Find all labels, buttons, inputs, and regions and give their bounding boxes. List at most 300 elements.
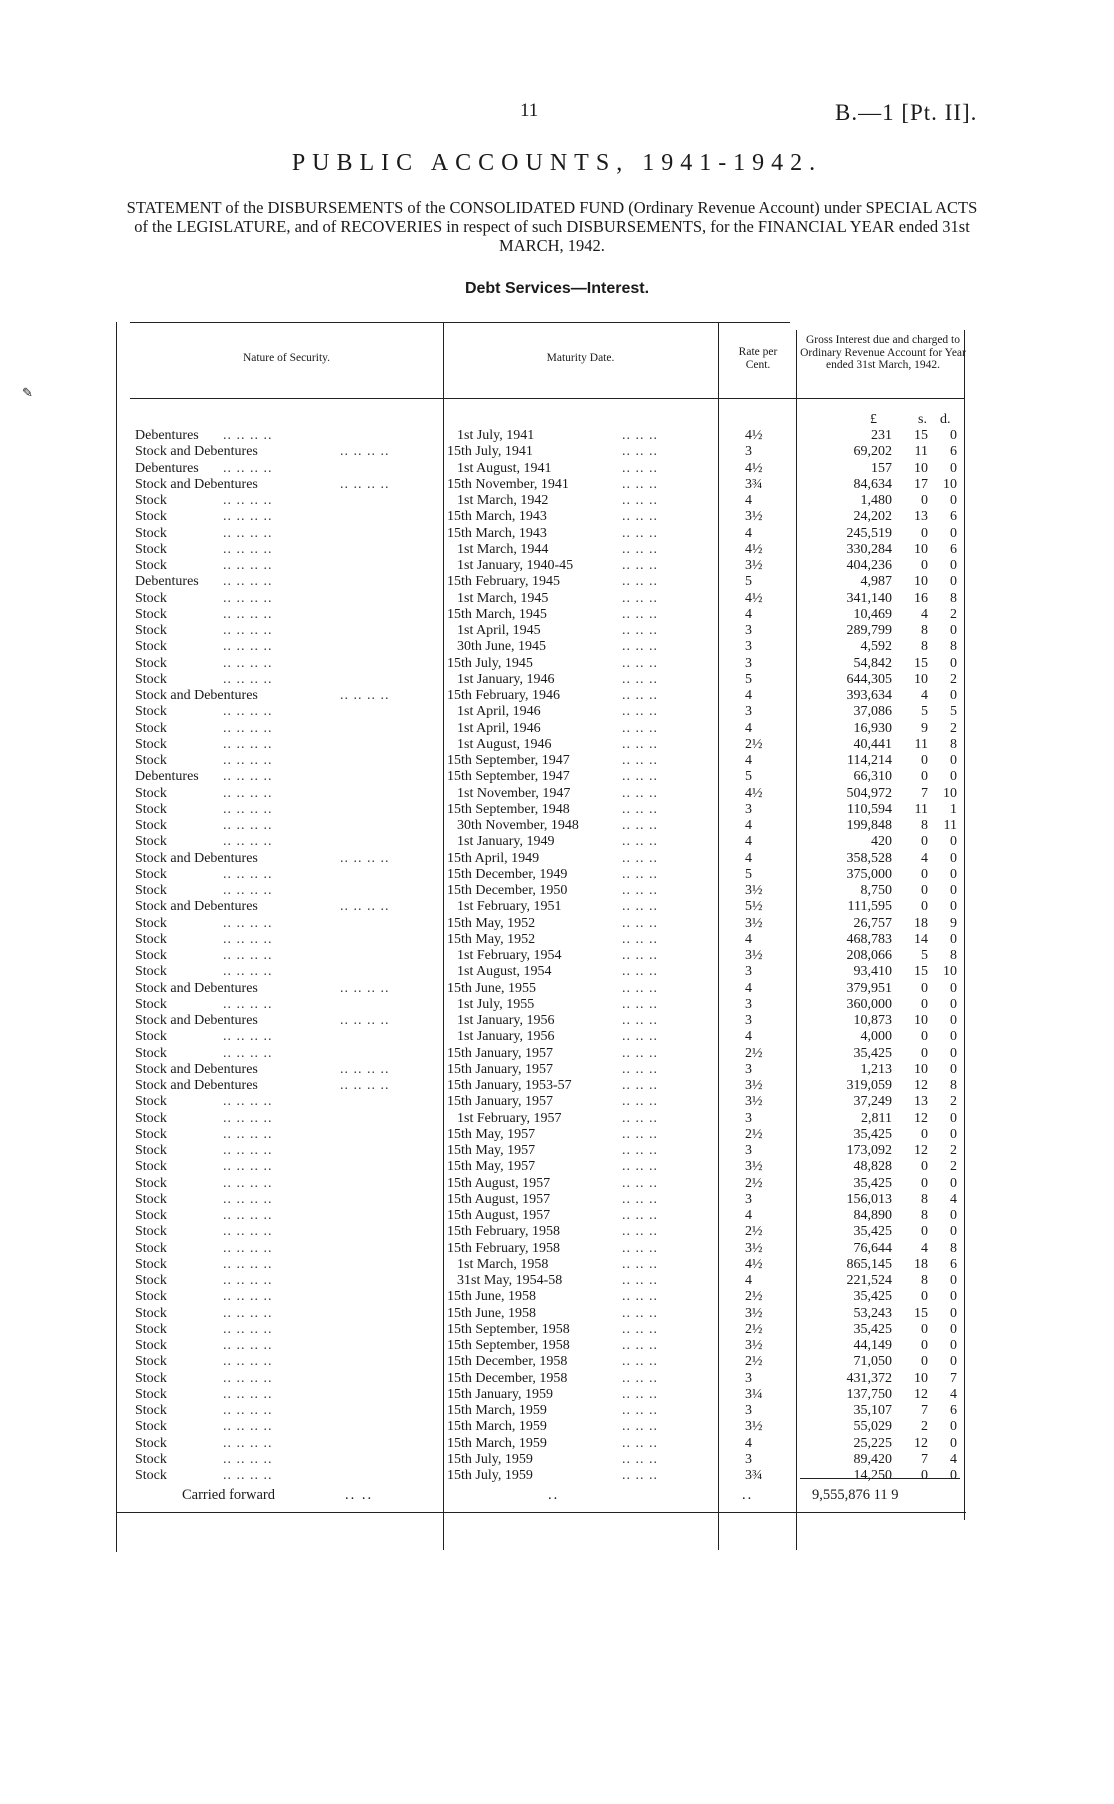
table-row [447, 786, 717, 802]
pence-value: 0 [950, 1338, 957, 1353]
shillings-value: 0 [921, 493, 928, 508]
table-row [447, 1013, 717, 1029]
pounds-value: 4,987 [860, 574, 892, 590]
unit-pounds: £ [870, 412, 877, 427]
nature-cell: Stock [135, 1403, 167, 1418]
rate-cell: 3 [745, 639, 752, 655]
pence-value: 0 [950, 688, 957, 703]
leader-dots: .. .. .. .. [223, 574, 273, 590]
header-nature: Nature of Security. [242, 352, 331, 364]
column-divider-nature [443, 322, 444, 1550]
rate-cell: 5 [745, 866, 752, 882]
leader-dots: .. .. .. [622, 1029, 658, 1045]
rate-cell: 3 [745, 704, 752, 720]
maturity-cell: 15th March, 1945 [447, 606, 547, 622]
shillings-value: 2 [921, 1419, 928, 1435]
amount-cell [800, 1436, 962, 1452]
maturity-cell: 15th February, 1946 [447, 688, 561, 703]
leader-dots: .. .. .. .. [223, 1110, 273, 1126]
shillings-value: 0 [921, 753, 928, 768]
maturity-cell: 15th September, 1947 [447, 769, 570, 785]
leader-dots: .. .. .. [622, 590, 658, 606]
table-row [447, 899, 717, 915]
leader-dots: .. .. .. .. [223, 736, 273, 752]
pounds-value: 54,842 [853, 655, 892, 671]
leader-dots: .. .. .. [622, 509, 658, 525]
shillings-value: 0 [921, 996, 928, 1012]
table-row [135, 948, 440, 964]
table-row [447, 916, 717, 932]
leader-dots: .. .. .. [622, 704, 658, 720]
leader-dots: .. .. .. .. [340, 980, 390, 996]
table-row [135, 477, 440, 493]
table-row [135, 428, 440, 444]
amount-cell [800, 1111, 962, 1127]
table-row [135, 1371, 440, 1387]
rate-cell: 3½ [745, 1094, 763, 1110]
amount-cell [800, 851, 962, 867]
maturity-cell: 15th May, 1957 [447, 1159, 536, 1175]
table-row [447, 1338, 717, 1354]
rate-cell: 4 [745, 834, 752, 850]
table-row [135, 1419, 440, 1435]
shillings-value: 0 [921, 1045, 928, 1061]
table-left-border [116, 322, 117, 1552]
leader-dots: .. .. .. [622, 493, 658, 508]
pounds-value: 84,890 [853, 1208, 892, 1223]
pence-value: 2 [950, 720, 957, 736]
pounds-value: 55,029 [853, 1419, 892, 1435]
pounds-value: 2,811 [861, 1110, 892, 1126]
table-row [135, 656, 440, 672]
pence-value: 10 [943, 785, 957, 801]
carried-forward-leader-rate: .. [742, 1487, 754, 1503]
pounds-value: 26,757 [853, 915, 892, 931]
table-row [447, 672, 717, 688]
nature-cell: Stock and Debentures [135, 1013, 258, 1028]
maturity-column [447, 428, 717, 1484]
table-row [135, 737, 440, 753]
table-row [447, 477, 717, 493]
table-row [447, 1208, 717, 1224]
shillings-value: 11 [914, 801, 928, 817]
maturity-cell: 15th January, 1957 [447, 1045, 554, 1061]
leader-dots: .. .. .. [622, 574, 658, 590]
nature-cell: Stock [135, 1110, 167, 1126]
rate-cell: 3 [745, 1451, 752, 1467]
shillings-value: 17 [914, 476, 928, 492]
page-title: PUBLIC ACCOUNTS, 1941-1942. [291, 150, 823, 176]
rate-cell: 2½ [745, 1126, 763, 1142]
amount-cell [800, 1029, 962, 1045]
table-row [447, 656, 717, 672]
shillings-value: 10 [914, 1013, 928, 1028]
table-row [447, 1436, 717, 1452]
leader-dots: .. .. .. [622, 655, 658, 671]
pounds-value: 89,420 [853, 1451, 892, 1467]
amount-cell [800, 639, 962, 655]
pence-value: 0 [950, 850, 957, 866]
shillings-value: 16 [914, 590, 928, 606]
header-top-rule [130, 322, 790, 323]
table-right-border [964, 330, 965, 1520]
table-row [447, 1322, 717, 1338]
amount-cell [800, 1143, 962, 1159]
table-row [135, 834, 440, 850]
rate-cell: 3¾ [745, 476, 763, 492]
amount-cell [800, 509, 962, 525]
amount-cell [800, 1094, 962, 1110]
leader-dots: .. .. .. [622, 1224, 658, 1240]
pence-value: 0 [950, 1110, 957, 1126]
maturity-cell: 15th July, 1945 [447, 655, 533, 671]
shillings-value: 12 [914, 1386, 928, 1402]
nature-cell: Stock and Debentures [135, 850, 258, 866]
maturity-cell: 1st August, 1946 [457, 736, 552, 752]
table-row [135, 558, 440, 574]
table-row [447, 737, 717, 753]
table-bottom-rule [116, 1512, 966, 1513]
pounds-value: 35,425 [853, 1321, 892, 1337]
column-divider-rate [796, 330, 797, 1550]
table-row [447, 1241, 717, 1257]
nature-cell: Stock [135, 606, 167, 622]
pounds-value: 420 [871, 834, 892, 850]
shillings-value: 4 [921, 688, 928, 703]
nature-cell: Stock [135, 1191, 167, 1207]
page-number: 11 [520, 100, 539, 121]
shillings-value: 15 [914, 428, 928, 443]
amount-cell [800, 1452, 962, 1468]
amount-cell [800, 461, 962, 477]
leader-dots: .. .. .. .. [223, 866, 273, 882]
table-row [447, 1192, 717, 1208]
leader-dots: .. .. .. [622, 753, 658, 768]
leader-dots: .. .. .. .. [223, 1175, 273, 1191]
rate-cell: 3½ [745, 1159, 763, 1175]
table-row [447, 981, 717, 997]
amount-cell [800, 867, 962, 883]
rate-cell: 3 [745, 801, 752, 817]
document-reference: B.—1 [Pt. II]. [835, 100, 978, 125]
table-row [447, 1062, 717, 1078]
table-row [447, 493, 717, 509]
maturity-cell: 15th March, 1959 [447, 1403, 547, 1418]
nature-cell: Stock [135, 639, 167, 655]
leader-dots: .. .. .. [622, 525, 658, 541]
carried-forward-leader: .. .. [345, 1487, 374, 1503]
nature-cell: Stock [135, 948, 167, 963]
leader-dots: .. .. .. .. [223, 818, 273, 833]
table-row [447, 1419, 717, 1435]
maturity-cell: 15th August, 1957 [447, 1191, 551, 1207]
pounds-value: 157 [871, 460, 892, 476]
shillings-value: 12 [914, 1078, 928, 1093]
pence-value: 11 [943, 818, 957, 833]
pence-value: 0 [950, 769, 957, 785]
shillings-value: 9 [921, 720, 928, 736]
leader-dots: .. .. .. .. [223, 623, 273, 638]
amount-cell [800, 1127, 962, 1143]
leader-dots: .. .. .. .. [223, 639, 273, 655]
rate-cell: 4½ [745, 428, 763, 443]
amount-cell [800, 688, 962, 704]
maturity-cell: 1st July, 1955 [457, 996, 535, 1012]
pounds-value: 35,425 [853, 1126, 892, 1142]
shillings-value: 0 [921, 834, 928, 850]
shillings-value: 10 [914, 460, 928, 476]
leader-dots: .. .. .. [622, 964, 658, 980]
leader-dots: .. .. .. .. [340, 899, 390, 915]
maturity-cell: 15th September, 1958 [447, 1338, 570, 1353]
rate-cell: 4½ [745, 1256, 763, 1272]
maturity-cell: 15th January, 1953-57 [447, 1078, 572, 1093]
table-row [135, 997, 440, 1013]
table-row [135, 574, 440, 590]
pounds-value: 231 [871, 428, 892, 443]
leader-dots: .. .. .. [622, 606, 658, 622]
rate-cell: 4 [745, 818, 752, 833]
pence-value: 0 [950, 980, 957, 996]
pounds-value: 69,202 [853, 444, 892, 460]
pence-value: 0 [950, 753, 957, 768]
pounds-value: 93,410 [853, 964, 892, 980]
pounds-value: 48,828 [853, 1159, 892, 1175]
nature-cell: Stock [135, 1321, 167, 1337]
table-row [135, 802, 440, 818]
pounds-value: 319,059 [846, 1078, 892, 1093]
maturity-cell: 30th June, 1945 [457, 639, 547, 655]
table-row [447, 1111, 717, 1127]
currency-units [800, 412, 962, 428]
amount-cell [800, 721, 962, 737]
table-row [135, 1143, 440, 1159]
shillings-value: 4 [921, 606, 928, 622]
amount-cell [800, 1468, 962, 1484]
leader-dots: .. .. .. [622, 1078, 658, 1093]
amount-cell [800, 1224, 962, 1240]
nature-cell: Stock [135, 1435, 167, 1451]
shillings-value: 4 [921, 850, 928, 866]
table-row [447, 964, 717, 980]
nature-cell: Debentures [135, 574, 199, 590]
rate-cell: 3 [745, 1061, 752, 1077]
amount-cell [800, 493, 962, 509]
leader-dots: .. .. .. [622, 1468, 658, 1483]
pounds-value: 76,644 [853, 1240, 892, 1256]
maturity-cell: 15th June, 1955 [447, 980, 537, 996]
amount-cell [800, 1387, 962, 1403]
leader-dots: .. .. .. .. [223, 1273, 273, 1288]
shillings-value: 14 [914, 931, 928, 947]
pence-value: 4 [950, 1451, 957, 1467]
pounds-value: 37,249 [853, 1094, 892, 1110]
rate-cell: 2½ [745, 1175, 763, 1191]
maturity-cell: 15th April, 1949 [447, 850, 540, 866]
unit-pence: d. [940, 412, 951, 427]
table-row [135, 607, 440, 623]
leader-dots: .. .. .. [622, 444, 658, 460]
leader-dots: .. .. .. [622, 1273, 658, 1288]
leader-dots: .. .. .. [622, 720, 658, 736]
shillings-value: 0 [921, 1468, 928, 1483]
rate-cell: 4 [745, 980, 752, 996]
amount-cell [800, 1257, 962, 1273]
table-row [135, 1159, 440, 1175]
leader-dots: .. .. .. [622, 1386, 658, 1402]
shillings-value: 8 [921, 818, 928, 833]
amount-column [800, 428, 962, 1484]
maturity-cell: 15th December, 1958 [447, 1370, 568, 1386]
maturity-cell: 15th July, 1959 [447, 1468, 533, 1483]
margin-mark: ✎ [22, 385, 33, 400]
table-row [135, 721, 440, 737]
leader-dots: .. .. .. [622, 1240, 658, 1256]
pounds-value: 245,519 [846, 525, 892, 541]
table-row [135, 1338, 440, 1354]
table-row [447, 526, 717, 542]
leader-dots: .. .. .. [622, 1110, 658, 1126]
maturity-cell: 15th June, 1958 [447, 1289, 537, 1305]
rate-cell: 4 [745, 493, 752, 508]
pence-value: 0 [950, 1321, 957, 1337]
maturity-cell: 15th May, 1957 [447, 1143, 536, 1158]
nature-cell: Stock [135, 996, 167, 1012]
leader-dots: .. .. .. .. [223, 541, 273, 557]
rate-cell: 3½ [745, 948, 763, 963]
nature-cell: Stock [135, 671, 167, 687]
leader-dots: .. .. .. [622, 931, 658, 947]
shillings-value: 13 [914, 509, 928, 525]
maturity-cell: 1st April, 1946 [457, 720, 541, 736]
leader-dots: .. .. .. .. [223, 1126, 273, 1142]
table-row [135, 1241, 440, 1257]
maturity-cell: 15th September, 1947 [447, 753, 570, 768]
leader-dots: .. .. .. .. [223, 801, 273, 817]
table-row [447, 1289, 717, 1305]
shillings-value: 0 [921, 1175, 928, 1191]
table-row [447, 1273, 717, 1289]
amount-cell [800, 899, 962, 915]
leader-dots: .. .. .. .. [223, 1354, 273, 1370]
table-row [135, 461, 440, 477]
rate-cell: 4 [745, 688, 752, 703]
rate-cell: 3½ [745, 1240, 763, 1256]
leader-dots: .. .. .. .. [223, 915, 273, 931]
leader-dots: .. .. .. .. [223, 590, 273, 606]
shillings-value: 0 [921, 1029, 928, 1045]
unit-shillings: s. [918, 412, 927, 427]
leader-dots: .. .. .. [622, 639, 658, 655]
shillings-value: 18 [914, 915, 928, 931]
nature-cell: Stock [135, 1451, 167, 1467]
table-row [447, 721, 717, 737]
leader-dots: .. .. .. .. [340, 476, 390, 492]
pounds-value: 111,595 [847, 899, 892, 915]
leader-dots: .. .. .. .. [223, 834, 273, 850]
rate-cell: 3½ [745, 1338, 763, 1353]
table-row [447, 948, 717, 964]
nature-cell: Stock [135, 1240, 167, 1256]
leader-dots: .. .. .. .. [223, 655, 273, 671]
pence-value: 0 [950, 574, 957, 590]
table-row [135, 1208, 440, 1224]
amount-cell [800, 1241, 962, 1257]
maturity-cell: 1st August, 1941 [457, 460, 552, 476]
pence-value: 2 [950, 1094, 957, 1110]
leader-dots: .. .. .. .. [223, 1029, 273, 1045]
nature-cell: Stock and Debentures [135, 476, 258, 492]
leader-dots: .. .. .. .. [340, 444, 390, 460]
amount-cell [800, 997, 962, 1013]
leader-dots: .. .. .. .. [223, 1224, 273, 1240]
maturity-cell: 1st March, 1945 [457, 590, 549, 606]
table-row [447, 1078, 717, 1094]
maturity-cell: 15th March, 1943 [447, 525, 547, 541]
pence-value: 0 [950, 493, 957, 508]
table-row [447, 1354, 717, 1370]
nature-cell: Stock and Debentures [135, 899, 258, 915]
rate-cell: 4 [745, 1029, 752, 1045]
maturity-cell: 15th December, 1950 [447, 883, 568, 898]
pounds-value: 4,592 [860, 639, 892, 655]
leader-dots: .. .. .. .. [223, 996, 273, 1012]
amount-cell [800, 981, 962, 997]
shillings-value: 5 [921, 704, 928, 720]
table-row [447, 639, 717, 655]
pence-value: 8 [950, 948, 957, 963]
shillings-value: 7 [921, 785, 928, 801]
leader-dots: .. .. .. [622, 1419, 658, 1435]
shillings-value: 0 [921, 1321, 928, 1337]
maturity-cell: 15th November, 1941 [447, 476, 569, 492]
pence-value: 8 [950, 1078, 957, 1093]
nature-cell: Stock [135, 655, 167, 671]
shillings-value: 0 [921, 769, 928, 785]
shillings-value: 12 [914, 1435, 928, 1451]
pounds-value: 10,469 [853, 606, 892, 622]
leader-dots: .. .. .. .. [223, 1370, 273, 1386]
table-row [447, 851, 717, 867]
table-row [135, 1111, 440, 1127]
nature-cell: Stock [135, 883, 167, 898]
table-row [135, 1452, 440, 1468]
amount-cell [800, 818, 962, 834]
rate-cell: 3 [745, 623, 752, 638]
leader-dots: .. .. .. [622, 428, 658, 443]
maturity-cell: 1st January, 1946 [457, 671, 555, 687]
maturity-cell: 15th December, 1949 [447, 866, 568, 882]
leader-dots: .. .. .. .. [223, 964, 273, 980]
shillings-value: 10 [914, 541, 928, 557]
pounds-value: 644,305 [846, 671, 892, 687]
amount-cell [800, 802, 962, 818]
amount-cell [800, 1078, 962, 1094]
amount-cell [800, 542, 962, 558]
table-row [447, 1159, 717, 1175]
nature-cell: Stock [135, 590, 167, 606]
shillings-value: 15 [914, 964, 928, 980]
table-row [447, 1176, 717, 1192]
nature-cell: Debentures [135, 769, 199, 785]
leader-dots: .. .. .. .. [223, 1321, 273, 1337]
leader-dots: .. .. .. [622, 1175, 658, 1191]
leader-dots: .. .. .. .. [223, 883, 273, 898]
leader-dots: .. .. .. [622, 688, 658, 703]
rate-cell: 4½ [745, 541, 763, 557]
rate-cell: 4 [745, 1208, 752, 1223]
leader-dots: .. .. .. .. [223, 1143, 273, 1158]
